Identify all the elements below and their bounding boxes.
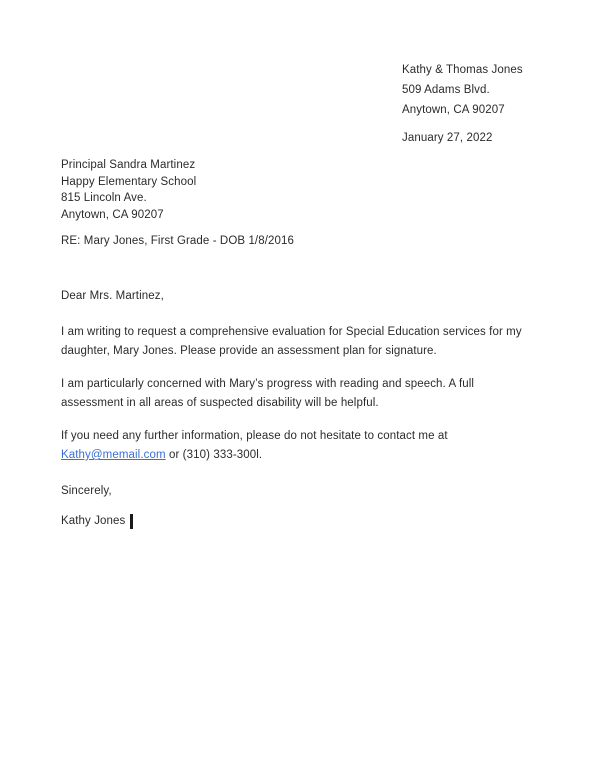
- body-paragraph-2: I am particularly concerned with Mary’s progress with reading and speech. A full assessment in all areas of suspected disability will be helpful.: [61, 378, 475, 409]
- recipient-street: 815 Lincoln Ave.: [61, 192, 147, 204]
- body-paragraph-contact: [61, 427, 539, 465]
- closing-block: [61, 483, 133, 530]
- letter-date: January 27, 2022: [402, 132, 493, 144]
- recipient-name: Principal Sandra Martinez: [61, 159, 196, 171]
- signature-name: Kathy Jones: [61, 515, 126, 527]
- body-paragraph-1: I am writing to request a comprehensive evaluation for Special Education services for my daughter, Mary Jones. Please provide an assessment plan for signature.: [61, 326, 522, 357]
- contact-phone-text: or (310) 333-300l.: [165, 449, 263, 461]
- closing-salutation: Sincerely,: [61, 485, 112, 497]
- salutation: Dear Mrs. Martinez,: [61, 290, 164, 302]
- sender-city-state-zip: Anytown, CA 90207: [402, 104, 505, 116]
- sender-address-block: [402, 60, 582, 120]
- signature-row: [61, 513, 133, 530]
- letter-body: [61, 288, 539, 465]
- sender-street: 509 Adams Blvd.: [402, 84, 490, 96]
- text-cursor-caret: [130, 514, 133, 529]
- email-link[interactable]: Kathy@memail.com: [61, 449, 166, 461]
- recipient-city-state-zip: Anytown, CA 90207: [61, 208, 164, 221]
- sender-name: Kathy & Thomas Jones: [402, 64, 523, 76]
- recipient-organization: Happy Elementary School: [61, 175, 197, 188]
- recipient-address-block: [61, 157, 391, 223]
- contact-lead-text: If you need any further information, please do not hesitate to contact me at: [61, 430, 448, 442]
- subject-line: RE: Mary Jones, First Grade - DOB 1/8/2016: [61, 235, 295, 247]
